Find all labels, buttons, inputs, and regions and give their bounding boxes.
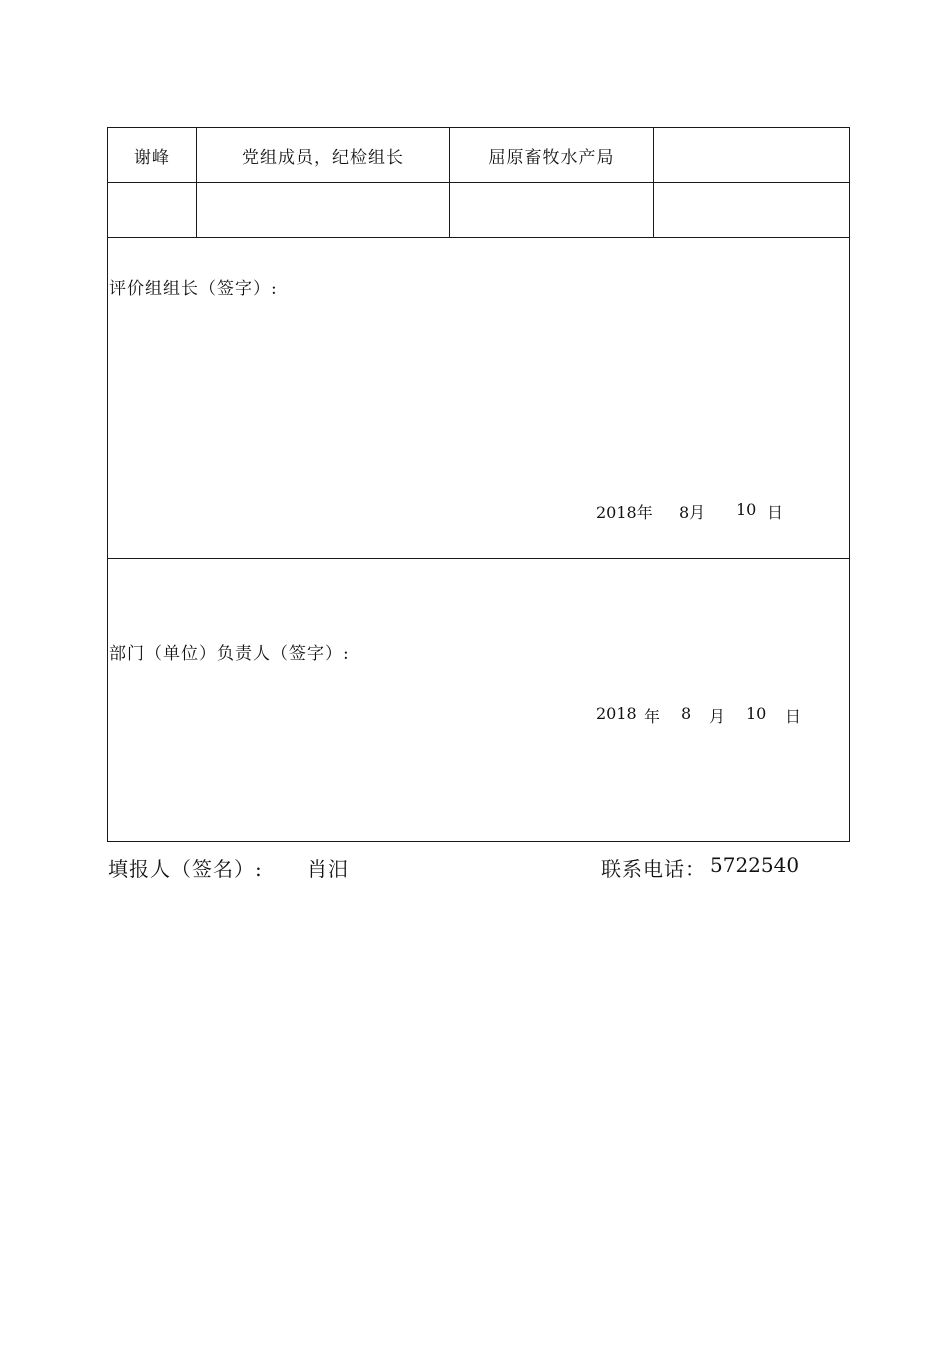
filler-label: 填报人（签名）: [108,857,263,881]
department-signature-date [596,704,816,726]
leader-signature-section [108,238,849,559]
dept-date-day-unit: 日 [785,707,802,726]
table-row [108,183,849,238]
dept-date-year: 2018 [596,704,637,723]
dept-date-month-unit: 月 [709,707,726,726]
member-name-cell: 谢峰 [108,128,197,182]
phone-number: 5722540 [710,853,800,877]
filler-name: 肖汨 [307,857,349,881]
leader-date-year: 2018年 [596,503,653,522]
member-unit-cell: 屈原畜牧水产局 [450,128,654,182]
dept-date-year-unit: 年 [644,707,661,726]
member-note-cell [654,183,849,237]
leader-date-month: 8月 [679,503,706,522]
leader-signature-label: 评价组组长（签字）: [109,279,278,299]
member-position-cell: 党组成员，纪检组长 [197,128,450,182]
leader-date-day-number: 10 [736,500,757,519]
evaluation-form-table [107,127,850,842]
department-signature-section [108,559,849,841]
dept-date-month: 8 [681,704,692,723]
table-row [108,128,849,183]
leader-signature-date [596,500,796,522]
leader-date-day-unit: 日 [767,503,784,522]
member-position-cell [197,183,450,237]
member-unit-cell [450,183,654,237]
phone-label: 联系电话： [601,857,706,881]
dept-date-day-number: 10 [746,704,767,723]
member-note-cell [654,128,849,182]
member-name-cell [108,183,197,237]
department-signature-label: 部门（单位）负责人（签字）: [109,644,350,664]
